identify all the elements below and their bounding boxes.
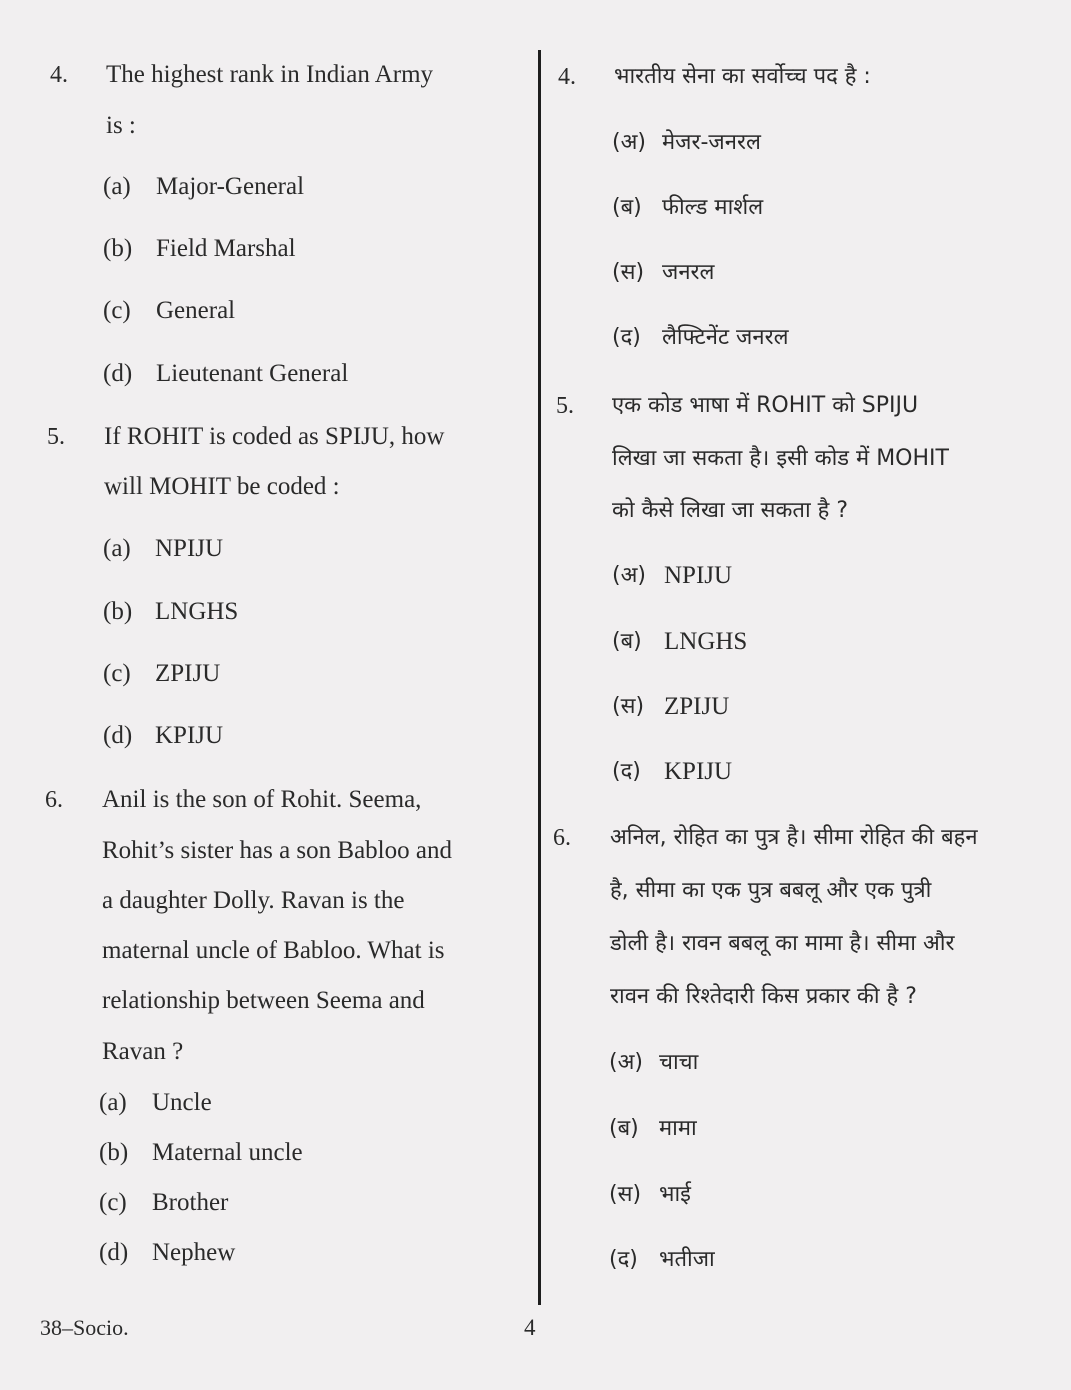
question-text: लिखा जा सकता है। इसी कोड में MOHIT [612,446,949,471]
option-label: (b) [103,598,133,625]
question-text: is : [106,112,136,139]
option-text: Lieutenant General [156,360,349,387]
option-label: (a) [103,173,131,200]
option-label: (c) [103,297,131,324]
option-label: (c) [103,660,131,687]
option-label: (ब) [612,629,642,654]
question-text: a daughter Dolly. Ravan is the [102,887,405,914]
option-text: NPIJU [155,535,224,562]
option-label: (ब) [612,195,642,220]
option-text: जनरल [662,260,715,285]
option-text: फील्ड मार्शल [662,195,764,220]
option-text: General [156,297,236,324]
question-text: Anil is the son of Rohit. Seema, [102,786,422,813]
option-label: (अ) [612,563,646,588]
question-text: भारतीय सेना का सर्वोच्च पद है : [614,64,871,89]
option-text: NPIJU [664,562,733,589]
option-label: (a) [103,535,131,562]
column-divider [538,50,541,1305]
question-text: रावन की रिश्तेदारी किस प्रकार की है ? [610,984,917,1009]
option-label: (अ) [609,1050,643,1075]
option-label: (द) [612,325,641,350]
option-label: (b) [99,1139,129,1166]
option-label: (b) [103,235,133,262]
question-text: relationship between Seema and [102,987,425,1014]
question-text: Ravan ? [102,1038,184,1065]
option-text: मेजर-जनरल [662,130,761,155]
option-label: (d) [103,360,133,387]
page-number: 4 [524,1315,536,1340]
question-text: The highest rank in Indian Army [106,61,434,88]
option-label: (अ) [612,130,646,155]
question-number: 4. [558,64,576,90]
question-text: maternal uncle of Babloo. What is [102,937,445,964]
option-label: (a) [99,1089,127,1116]
question-text: को कैसे लिखा जा सकता है ? [612,498,849,523]
question-text: अनिल, रोहित का पुत्र है। सीमा रोहित की बहन [610,825,978,850]
option-text: मामा [659,1116,697,1141]
option-text: LNGHS [664,628,748,655]
question-text: एक कोड भाषा में ROHIT को SPIJU [612,393,919,418]
option-label: (स) [612,260,645,285]
option-text: Nephew [152,1239,236,1266]
option-text: ZPIJU [664,693,730,720]
question-number: 6. [553,825,571,851]
option-text: चाचा [659,1050,699,1075]
question-text: If ROHIT is coded as SPIJU, how [104,423,445,450]
option-label: (c) [99,1189,127,1216]
option-text: लैफ्टिनेंट जनरल [662,325,789,350]
option-text: LNGHS [155,598,239,625]
booklet-code: 38–Socio. [40,1315,129,1340]
question-number: 4. [50,62,68,88]
option-text: Maternal uncle [152,1139,303,1166]
option-label: (ब) [609,1116,639,1141]
option-label: (द) [612,759,641,784]
option-label: (स) [612,694,645,719]
option-label: (d) [103,722,133,749]
option-text: Major-General [156,173,305,200]
option-text: भाई [659,1182,691,1207]
option-text: Uncle [152,1089,212,1116]
option-text: Field Marshal [156,235,296,262]
option-label: (द) [609,1247,638,1272]
question-text: will MOHIT be coded : [104,473,340,500]
question-number: 6. [45,787,63,813]
option-text: ZPIJU [155,660,221,687]
question-text: Rohit’s sister has a son Babloo and [102,837,452,864]
question-number: 5. [556,393,574,419]
option-label: (d) [99,1239,129,1266]
option-text: KPIJU [155,722,224,749]
option-label: (स) [609,1182,642,1207]
option-text: KPIJU [664,758,733,785]
question-number: 5. [47,424,65,450]
option-text: Brother [152,1189,229,1216]
question-text: डोली है। रावन बबलू का मामा है। सीमा और [610,931,955,956]
question-text: है, सीमा का एक पुत्र बबलू और एक पुत्री [610,878,932,903]
option-text: भतीजा [659,1247,715,1272]
